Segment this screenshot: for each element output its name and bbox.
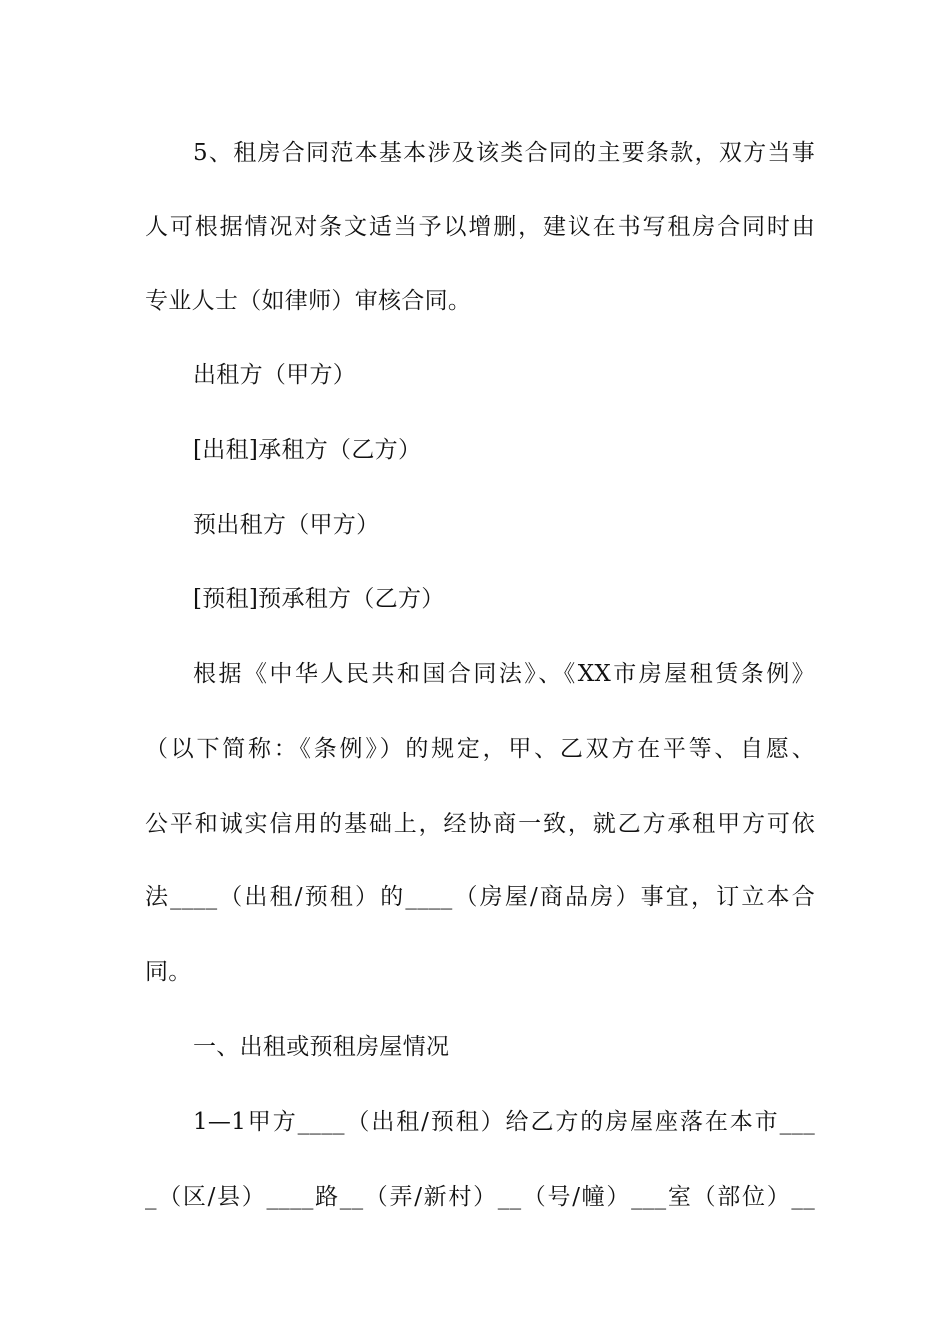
clause-1-1-line-1: 1—1甲方____（出租/预租）给乙方的房屋座落在本市___ [193, 1109, 815, 1135]
preamble-line-1: 根据《中华人民共和国合同法》、《XX市房屋租赁条例》 [193, 661, 815, 687]
paragraph-5-line-2: 人可根据情况对条文适当予以增删，建议在书写租房合同时由 [145, 214, 815, 240]
preamble-line-2: （以下简称：《条例》）的规定，甲、乙双方在平等、自愿、 [145, 736, 815, 762]
clause-1-1-line-2: _（区/县）____路__（弄/新村）__（号/幢）___室（部位）__ [145, 1184, 815, 1210]
paragraph-5-line-1: 5、租房合同范本基本涉及该类合同的主要条款，双方当事 [193, 140, 815, 166]
lessor-label: 出租方（甲方） [193, 362, 357, 388]
pre-lessee-label: [预租]预承租方（乙方） [193, 586, 445, 612]
pre-lessor-label: 预出租方（甲方） [193, 512, 380, 538]
preamble-line-3: 公平和诚实信用的基础上，经协商一致，就乙方承租甲方可依 [145, 811, 815, 837]
preamble-line-5: 同。 [145, 959, 192, 985]
paragraph-5-line-3: 专业人士（如律师）审核合同。 [145, 288, 472, 314]
lessee-label: [出租]承租方（乙方） [193, 437, 422, 463]
preamble-line-4: 法____（出租/预租）的____（房屋/商品房）事宜，订立本合 [145, 884, 815, 910]
section-1-heading: 一、出租或预租房屋情况 [193, 1034, 450, 1060]
